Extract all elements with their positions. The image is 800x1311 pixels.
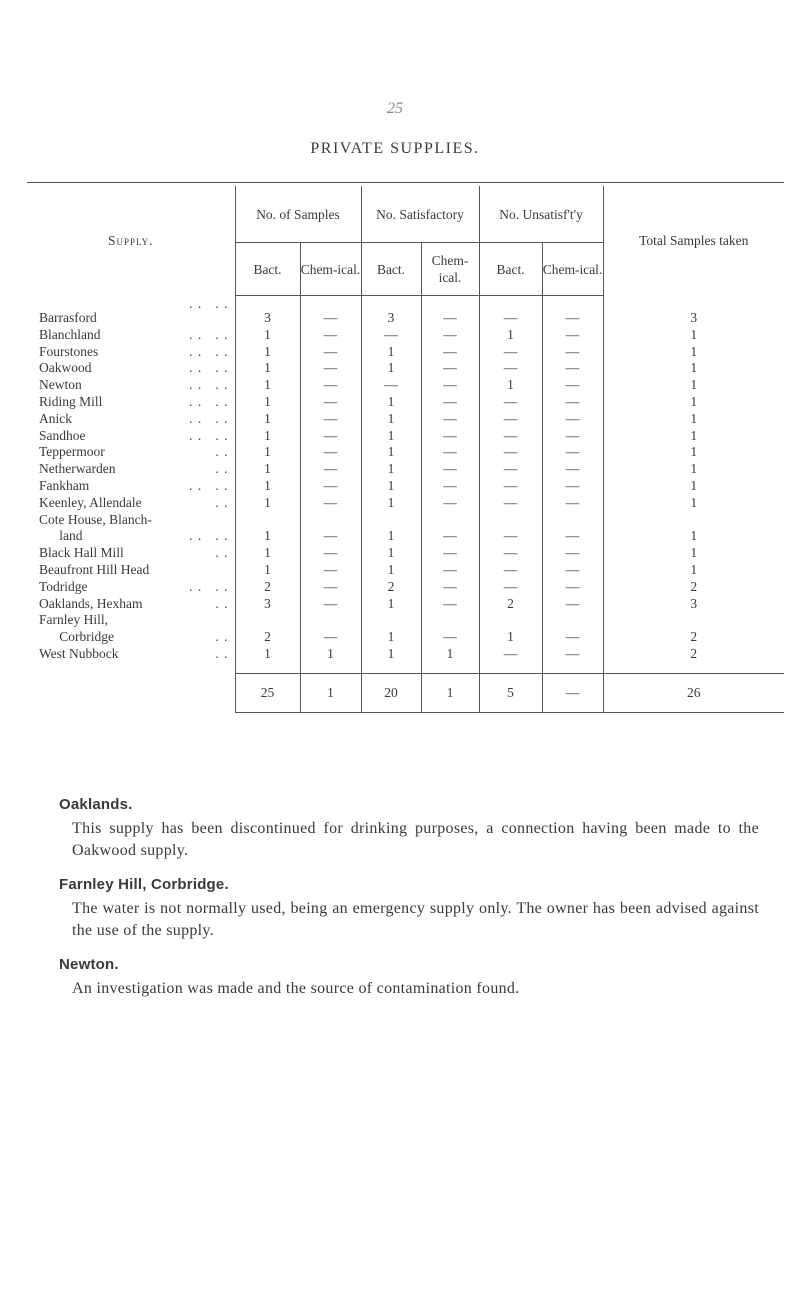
table-cell: 2 xyxy=(603,646,784,673)
table-cell: — xyxy=(479,545,542,562)
table-cell: — xyxy=(542,428,603,445)
table-cell: — xyxy=(421,579,479,596)
table-cell: — xyxy=(421,562,479,579)
total-cell: — xyxy=(542,673,603,712)
table-cell: — xyxy=(542,629,603,646)
table-cell: — xyxy=(300,478,361,495)
supply-name: Oakwood xyxy=(39,360,92,376)
table-cell xyxy=(235,612,300,629)
table-cell: 1 xyxy=(235,394,300,411)
table-row xyxy=(27,612,784,629)
supply-name-cell xyxy=(27,327,235,344)
supply-name: Blanchland xyxy=(39,326,101,342)
leader-dots: . . xyxy=(215,595,229,611)
supply-name-cell xyxy=(27,562,235,579)
table-cell: — xyxy=(542,344,603,361)
table-cell: — xyxy=(542,545,603,562)
supply-name: Riding Mill xyxy=(39,393,103,409)
table-row xyxy=(27,428,784,445)
supply-name-cell xyxy=(27,428,235,445)
table-cell: 1 xyxy=(361,461,421,478)
note-heading: Oaklands. xyxy=(59,796,133,813)
note-oaklands xyxy=(59,794,759,862)
samples-bact-header: Bact. xyxy=(235,243,300,296)
supply-name-cell xyxy=(27,461,235,478)
table-cell: 1 xyxy=(479,629,542,646)
table-cell: 1 xyxy=(603,478,784,495)
table-cell: 1 xyxy=(603,377,784,394)
supply-name: Farnley Hill, xyxy=(39,612,108,628)
unsatisfactory-chemical-header: Chem-ical. xyxy=(542,243,603,296)
total-cell: 1 xyxy=(300,673,361,712)
table-cell: 1 xyxy=(603,444,784,461)
note-text: This supply has been discontinued for drinking purposes, a connection having been made to the Oakwood supply. xyxy=(72,820,759,859)
table-cell: 1 xyxy=(235,562,300,579)
table-cell: — xyxy=(542,461,603,478)
table-cell: — xyxy=(421,360,479,377)
supply-name-cell xyxy=(27,629,235,646)
leader-dots: . . . . xyxy=(189,578,229,594)
supply-name: Oaklands, Hexham xyxy=(39,595,143,611)
supply-name: Todridge xyxy=(39,578,88,594)
table-cell: — xyxy=(421,545,479,562)
table-cell: 1 xyxy=(300,646,361,673)
table-cell: — xyxy=(421,444,479,461)
table-cell xyxy=(542,612,603,629)
table-cell: 1 xyxy=(235,444,300,461)
table-cell: — xyxy=(542,495,603,512)
table-cell: — xyxy=(542,394,603,411)
note-text: The water is not normally used, being an emergency supply only. The owner has been advised against the use of the supply. xyxy=(72,900,759,939)
table-row xyxy=(27,629,784,646)
supply-name: Anick xyxy=(39,410,72,426)
samples-chemical-header: Chem-ical. xyxy=(300,243,361,296)
table-row xyxy=(27,596,784,613)
table-cell: 1 xyxy=(603,528,784,545)
table-cell: 1 xyxy=(235,461,300,478)
table-cell: — xyxy=(479,646,542,673)
satisfactory-group-header: No. Satisfactory xyxy=(361,186,479,243)
leader-dots: . . . . xyxy=(189,427,229,443)
table-cell: 1 xyxy=(235,327,300,344)
table-cell: 1 xyxy=(361,360,421,377)
leader-dots: . . . . xyxy=(189,343,229,359)
private-supplies-table xyxy=(27,186,784,713)
table-cell: — xyxy=(542,327,603,344)
table-cell: 1 xyxy=(361,562,421,579)
leader-dots: . . . . xyxy=(189,295,229,311)
table-cell: 1 xyxy=(603,360,784,377)
leader-dots: . . . . xyxy=(189,393,229,409)
table-cell: — xyxy=(542,377,603,394)
leader-dots: . . xyxy=(215,545,229,561)
table-cell xyxy=(479,612,542,629)
supply-name-cell xyxy=(27,411,235,428)
table-cell xyxy=(300,612,361,629)
table-cell: — xyxy=(542,444,603,461)
table-cell: — xyxy=(542,528,603,545)
supply-name-cell xyxy=(27,444,235,461)
leader-dots: . . . . xyxy=(189,410,229,426)
table-cell: — xyxy=(421,596,479,613)
supply-name: West Nubbock xyxy=(39,646,119,662)
supply-name-cell xyxy=(27,344,235,361)
supply-name-cell xyxy=(27,394,235,411)
table-cell: 1 xyxy=(361,411,421,428)
table-cell: — xyxy=(542,646,603,673)
table-cell: — xyxy=(361,327,421,344)
table-cell xyxy=(235,512,300,529)
table-cell: — xyxy=(300,461,361,478)
supply-name: Barrasford xyxy=(39,309,97,325)
table-cell: — xyxy=(300,360,361,377)
supply-name-cell xyxy=(27,478,235,495)
total-cell: 25 xyxy=(235,673,300,712)
table-row xyxy=(27,377,784,394)
table-cell: 1 xyxy=(361,394,421,411)
total-samples-header: Total Samples taken xyxy=(603,186,784,296)
note-heading: Newton. xyxy=(59,956,119,973)
leader-dots: . . . . xyxy=(189,360,229,376)
leader-dots: . . xyxy=(215,645,229,661)
table-row xyxy=(27,444,784,461)
table-cell: — xyxy=(300,428,361,445)
satisfactory-chemical-header: Chem-ical. xyxy=(421,243,479,296)
table-cell: — xyxy=(300,528,361,545)
table-cell xyxy=(542,512,603,529)
table-cell: 1 xyxy=(603,562,784,579)
leader-dots: . . . . xyxy=(189,326,229,342)
table-cell: — xyxy=(421,344,479,361)
table-cell: 2 xyxy=(235,629,300,646)
table-cell: — xyxy=(479,495,542,512)
table-cell: 1 xyxy=(361,646,421,673)
table-cell: — xyxy=(421,428,479,445)
table-cell: 1 xyxy=(603,545,784,562)
supply-name-cell xyxy=(27,360,235,377)
table-cell: 1 xyxy=(603,411,784,428)
table-cell: 1 xyxy=(235,528,300,545)
unsatisfactory-bact-header: Bact. xyxy=(479,243,542,296)
table-cell: — xyxy=(542,296,603,327)
supply-name: Fankham xyxy=(39,477,90,493)
page-number: 25 xyxy=(387,100,403,117)
table-cell: — xyxy=(421,495,479,512)
supply-name: Teppermoor xyxy=(39,444,105,460)
notes-section xyxy=(59,794,759,1012)
table-cell: — xyxy=(421,478,479,495)
note-newton xyxy=(59,954,759,1000)
note-farnley-hill xyxy=(59,874,759,942)
table-cell: 1 xyxy=(361,444,421,461)
table-row xyxy=(27,461,784,478)
leader-dots: . . . . xyxy=(189,477,229,493)
table-cell: — xyxy=(300,394,361,411)
table-cell: — xyxy=(300,596,361,613)
note-text: An investigation was made and the source of contamination found. xyxy=(72,980,520,997)
page-title: PRIVATE SUPPLIES. xyxy=(310,140,480,157)
table-cell xyxy=(300,512,361,529)
table-row xyxy=(27,528,784,545)
note-heading: Farnley Hill, Corbridge. xyxy=(59,876,229,893)
table-cell: — xyxy=(361,377,421,394)
supply-name-cell xyxy=(27,495,235,512)
table-cell: — xyxy=(421,394,479,411)
supply-name-cell xyxy=(27,528,235,545)
top-rule xyxy=(27,182,784,183)
table-cell: — xyxy=(421,461,479,478)
supply-name: Netherwarden xyxy=(39,461,116,477)
table-cell: 1 xyxy=(361,478,421,495)
table-cell: 3 xyxy=(361,296,421,327)
table-row xyxy=(27,646,784,673)
table-cell: 1 xyxy=(235,495,300,512)
supply-name-cell xyxy=(27,296,235,327)
table-cell: 1 xyxy=(603,344,784,361)
table-row xyxy=(27,478,784,495)
table-cell: — xyxy=(479,478,542,495)
table-cell: 3 xyxy=(235,596,300,613)
table-cell: — xyxy=(479,428,542,445)
table-cell xyxy=(361,512,421,529)
supply-name-cell xyxy=(27,612,235,629)
table-cell: 1 xyxy=(361,428,421,445)
table-cell: 1 xyxy=(361,528,421,545)
unsatisfactory-group-header: No. Unsatisf't'y xyxy=(479,186,603,243)
table-cell: — xyxy=(300,579,361,596)
satisfactory-bact-header: Bact. xyxy=(361,243,421,296)
supply-table-body xyxy=(27,296,784,713)
table-row xyxy=(27,495,784,512)
table-cell: 3 xyxy=(235,296,300,327)
table-cell: — xyxy=(479,360,542,377)
table-cell: — xyxy=(542,360,603,377)
table-cell: 1 xyxy=(235,360,300,377)
table-cell: — xyxy=(421,629,479,646)
table-cell: 1 xyxy=(361,545,421,562)
total-cell: 1 xyxy=(421,673,479,712)
table-cell xyxy=(479,512,542,529)
table-cell: 1 xyxy=(235,377,300,394)
totals-row xyxy=(27,673,784,712)
table-cell: — xyxy=(542,596,603,613)
table-cell: 1 xyxy=(479,327,542,344)
table-cell: — xyxy=(300,296,361,327)
leader-dots: . . xyxy=(215,494,229,510)
table-cell xyxy=(421,612,479,629)
table-cell: — xyxy=(479,461,542,478)
table-cell: — xyxy=(300,545,361,562)
table-row xyxy=(27,579,784,596)
supply-name-cell xyxy=(27,596,235,613)
total-cell: 5 xyxy=(479,673,542,712)
table-cell: — xyxy=(421,411,479,428)
supply-column-header: Supply. xyxy=(108,233,154,249)
table-cell: — xyxy=(479,344,542,361)
table-cell: — xyxy=(300,327,361,344)
table-cell xyxy=(603,612,784,629)
table-cell: — xyxy=(542,478,603,495)
table-cell: — xyxy=(479,411,542,428)
table-cell: 2 xyxy=(235,579,300,596)
table-cell: 1 xyxy=(235,545,300,562)
supply-name-cell xyxy=(27,579,235,596)
table-cell: 1 xyxy=(479,377,542,394)
leader-dots: . . . . xyxy=(189,528,229,544)
table-cell: 1 xyxy=(421,646,479,673)
table-cell xyxy=(421,512,479,529)
table-cell: — xyxy=(479,528,542,545)
table-cell: — xyxy=(300,444,361,461)
table-cell: — xyxy=(300,629,361,646)
table-cell: 1 xyxy=(603,394,784,411)
supply-name: Beaufront Hill Head xyxy=(39,561,150,577)
table-cell: 1 xyxy=(603,428,784,445)
table-cell: 1 xyxy=(603,495,784,512)
supply-name: Black Hall Mill xyxy=(39,545,124,561)
table-cell xyxy=(361,612,421,629)
table-cell: — xyxy=(300,562,361,579)
table-cell: 1 xyxy=(235,646,300,673)
table-row xyxy=(27,512,784,529)
table-cell: 2 xyxy=(479,596,542,613)
table-cell: — xyxy=(542,562,603,579)
leader-dots: . . . . xyxy=(189,377,229,393)
table-cell: 1 xyxy=(361,629,421,646)
table-cell: — xyxy=(479,296,542,327)
table-cell: 1 xyxy=(235,428,300,445)
leader-dots: . . xyxy=(215,461,229,477)
table-cell: — xyxy=(421,377,479,394)
supply-name: Sandhoe xyxy=(39,427,86,443)
table-cell xyxy=(603,512,784,529)
table-cell: 1 xyxy=(235,478,300,495)
table-cell: — xyxy=(300,344,361,361)
supply-name: Corbridge xyxy=(39,629,114,645)
total-cell: 20 xyxy=(361,673,421,712)
table-cell: 1 xyxy=(603,461,784,478)
table-row xyxy=(27,394,784,411)
table-cell: — xyxy=(300,377,361,394)
supply-name: Fourstones xyxy=(39,343,99,359)
table-cell: — xyxy=(479,562,542,579)
supply-name-cell xyxy=(27,545,235,562)
table-cell: — xyxy=(542,411,603,428)
table-cell: 2 xyxy=(603,629,784,646)
table-cell: — xyxy=(421,296,479,327)
table-cell: — xyxy=(479,444,542,461)
supply-name: Keenley, Allendale xyxy=(39,494,142,510)
table-cell: 2 xyxy=(361,579,421,596)
table-cell: — xyxy=(300,495,361,512)
supply-name: Cote House, Blanch- xyxy=(39,511,152,527)
supply-name-cell xyxy=(27,646,235,673)
supply-name-cell xyxy=(27,377,235,394)
total-cell: 26 xyxy=(603,673,784,712)
leader-dots: . . xyxy=(215,629,229,645)
table-cell: 1 xyxy=(361,596,421,613)
table-row xyxy=(27,360,784,377)
table-row xyxy=(27,327,784,344)
table-cell: 2 xyxy=(603,579,784,596)
table-cell: — xyxy=(542,579,603,596)
totals-label-cell xyxy=(27,673,235,712)
table-cell: — xyxy=(421,327,479,344)
table-row xyxy=(27,296,784,327)
table-cell: 1 xyxy=(235,344,300,361)
table-cell: 1 xyxy=(235,411,300,428)
table-row xyxy=(27,344,784,361)
table-cell: 3 xyxy=(603,596,784,613)
table-cell: — xyxy=(300,411,361,428)
table-row xyxy=(27,562,784,579)
supply-name: Newton xyxy=(39,377,82,393)
table-cell: 1 xyxy=(603,327,784,344)
leader-dots: . . xyxy=(215,444,229,460)
samples-group-header: No. of Samples xyxy=(235,186,361,243)
table-row xyxy=(27,411,784,428)
table-cell: 1 xyxy=(361,344,421,361)
table-cell: 1 xyxy=(361,495,421,512)
table-cell: — xyxy=(479,579,542,596)
supply-name-cell xyxy=(27,512,235,529)
table-cell: 3 xyxy=(603,296,784,327)
table-cell: — xyxy=(479,394,542,411)
supply-name: land xyxy=(39,528,83,544)
table-cell: — xyxy=(421,528,479,545)
table-row xyxy=(27,545,784,562)
